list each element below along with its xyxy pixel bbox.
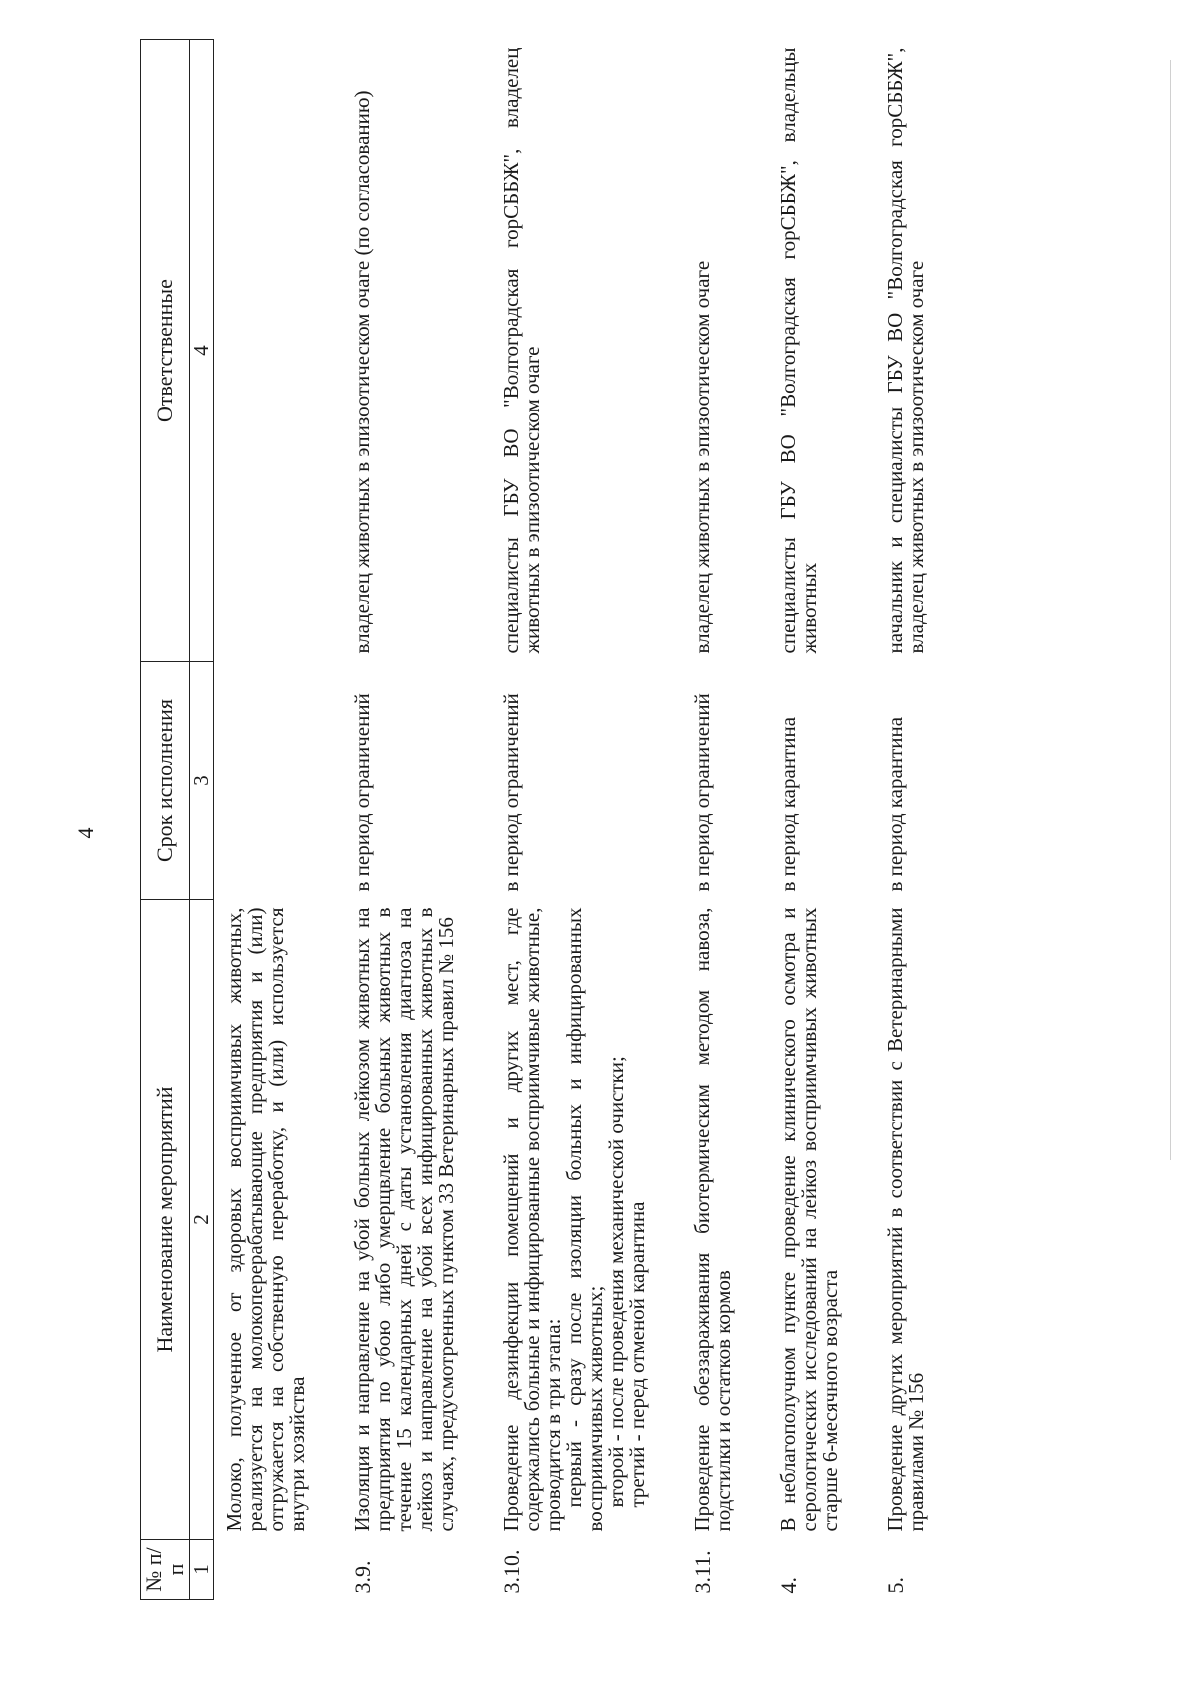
row-responsible: владелец животных в эпизоотическом очаге: [690, 260, 714, 654]
row-measure: Изоляция и направление на убой больных лейкозом животных на предприятия по убою либо умерщвление больных животных в течение 15 календарных дней с даты установления диагноза на лейкоз и направление на убой всех инфицированных животных в случаях, предусмотренных пунктом 33 Ветеринарных правил № 156: [350, 907, 458, 1532]
row-measure: Проведение других мероприятий в соответствии с Ветеринарными правилами № 156: [883, 907, 928, 1532]
header-col-index-4: 4: [190, 40, 214, 662]
rotated-table-sheet: [140, 40, 1090, 1600]
row-number: 4.: [776, 1577, 801, 1594]
disinfection-stage-1: первый - сразу после изоляции больных и инфицированных восприимчивых животных;: [562, 907, 607, 1532]
header-col-index-1: 1: [190, 1540, 214, 1600]
row-term: в период карантина: [883, 716, 907, 892]
disinfection-intro: Проведение дезинфекции помещений и других мест, где содержались больные и инфицированные восприимчивые животные, проводится в три этапа:: [499, 907, 565, 1532]
row-responsible: [214, 40, 343, 662]
disinfection-stage-3: третий - перед отменой карантина: [625, 1201, 649, 1508]
row-responsible: специалисты ГБУ ВО "Волгоградская горСББЖ", владелец животных в эпизоотическом очаге: [499, 47, 544, 654]
row-number: 5.: [883, 1577, 908, 1594]
header-measure-name: Наименование мероприятий: [141, 900, 190, 1540]
disinfection-stage-2: второй - после проведения механической очистки;: [604, 1056, 628, 1508]
table-row: [214, 40, 343, 1600]
row-number: [214, 1540, 343, 1600]
header-term: Срок исполнения: [141, 662, 190, 900]
row-responsible: начальник и специалисты ГБУ ВО "Волгоградская горСББЖ", владелец животных в эпизоотическом очаге: [883, 47, 928, 654]
header-number: № п/п: [141, 1540, 190, 1600]
header-responsible: Ответственные: [141, 40, 190, 662]
table-row: [682, 40, 768, 1600]
header-col-index-2: 2: [190, 900, 214, 1540]
row-measure: Проведение обеззараживания биотермическим методом навоза, подстилки и остатков кормов: [690, 907, 735, 1532]
measures-table: [140, 39, 961, 1600]
page-number: 4: [73, 827, 98, 839]
table-row: [491, 40, 682, 1600]
row-term: в период карантина: [776, 716, 800, 892]
row-responsible: владелец животных в эпизоотическом очаге (по согласованию): [350, 90, 374, 654]
table-row: [342, 40, 491, 1600]
row-term: в период ограничений: [350, 693, 374, 892]
header-col-index-3: 3: [190, 662, 214, 900]
row-number: 3.9.: [350, 1560, 375, 1594]
row-term: в период ограничений: [499, 693, 523, 892]
table-header: [141, 40, 214, 1600]
table-row: [768, 40, 875, 1600]
table-row: [875, 40, 961, 1600]
row-measure: В неблагополучном пункте проведение клинического осмотра и серологических исследований на лейкоз восприимчивых животных старше 6-месячного возраста: [776, 907, 842, 1532]
row-term: [214, 662, 343, 900]
row-number: 3.10.: [499, 1549, 524, 1594]
row-measure: Молоко, полученное от здоровых восприимчивых животных, реализуется на молокоперерабатывающие предприятия и (или) отгружается на собственную переработку, и (или) используется внутри хозяйства: [222, 907, 309, 1532]
row-measure: [491, 900, 682, 1540]
row-term: в период ограничений: [690, 693, 714, 892]
scan-edge-line: [1170, 60, 1171, 1160]
row-responsible: специалисты ГБУ ВО "Волгоградская горСББЖ", владельцы животных: [776, 47, 821, 654]
row-number: 3.11.: [690, 1550, 715, 1594]
